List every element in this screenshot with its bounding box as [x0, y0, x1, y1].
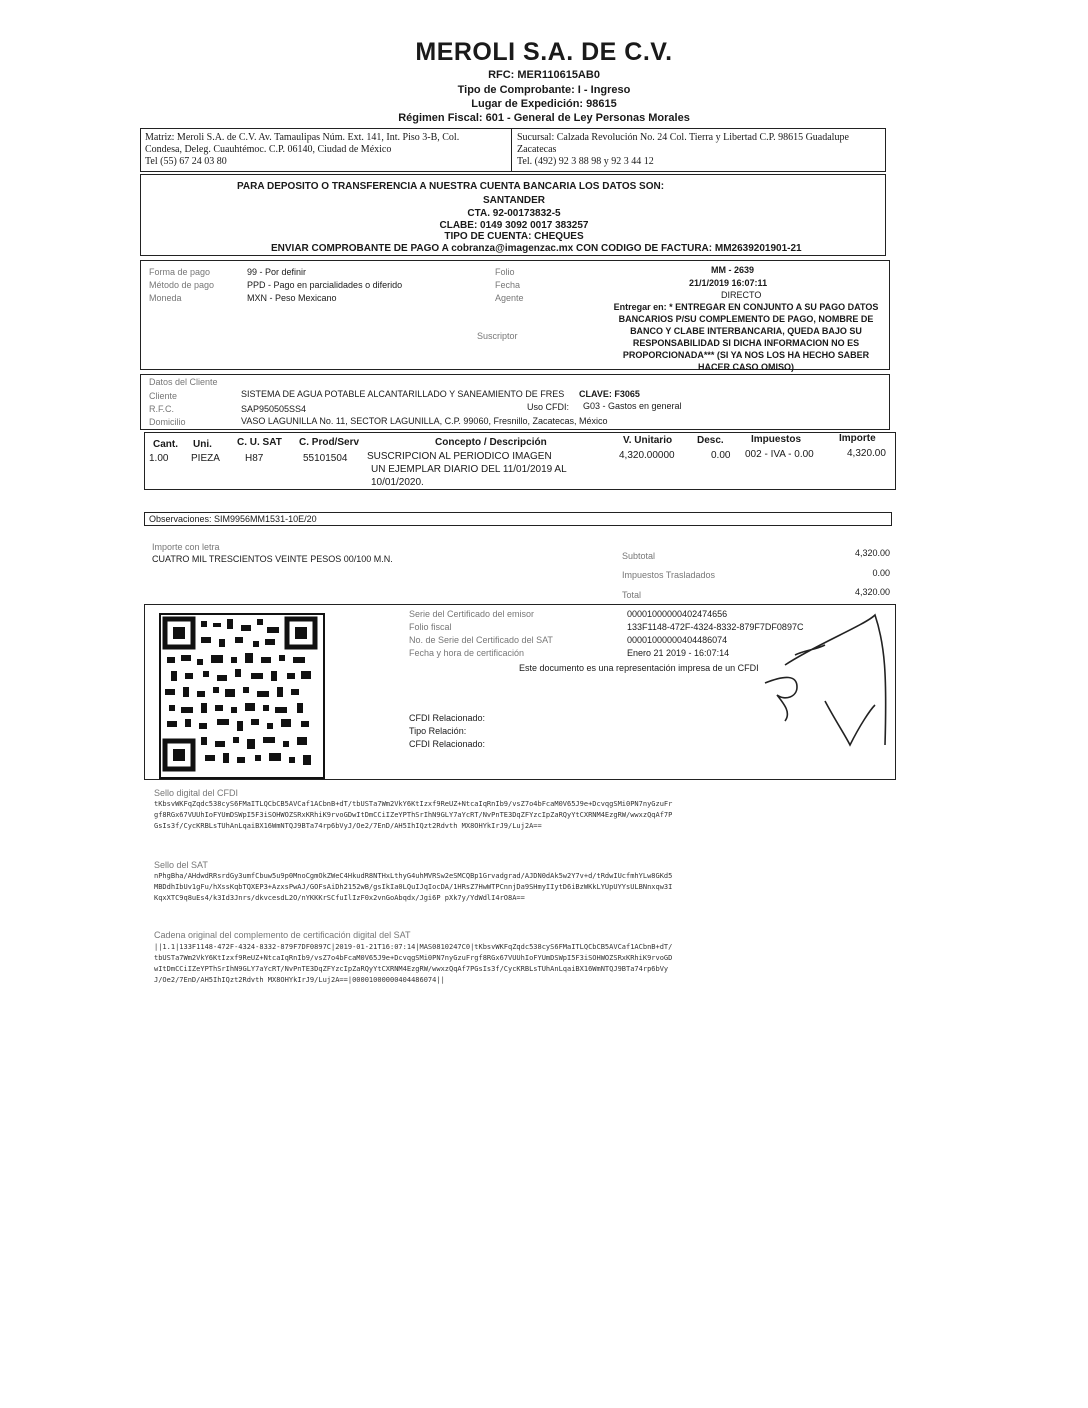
- row-prod-serv: 55101504: [303, 453, 348, 464]
- row-cu-sat: H87: [245, 453, 264, 464]
- agente-value: DIRECTO: [721, 290, 762, 300]
- matriz-address: [141, 129, 512, 171]
- row-desc: 0.00: [711, 450, 731, 461]
- metodo-pago-value: PPD - Pago en parcialidades o diferido: [247, 280, 403, 290]
- serie-sat-value: 00001000000404486074: [627, 635, 728, 645]
- domicilio-value: VASO LAGUNILLA No. 11, SECTOR LAGUNILLA, C.P. 99060, Fresnillo, Zacatecas, México: [241, 416, 608, 426]
- cadena-original-label: Cadena original del complemento de certificación digital del SAT: [154, 930, 411, 940]
- tipo-comprobante: Tipo de Comprobante: I - Ingreso: [457, 84, 631, 96]
- impuestos-trasladados-label: Impuestos Trasladados: [622, 570, 716, 580]
- bank-account: CTA. 92-00173832-5: [467, 208, 561, 219]
- importe-letra-value: CUATRO MIL TRESCIENTOS VEINTE PESOS 00/100 M.N.: [152, 554, 393, 564]
- client-section-label: Datos del Cliente: [149, 377, 218, 387]
- col-header-importe: Importe: [839, 433, 876, 444]
- representacion-impresa: Este documento es una representación impresa de un CFDI: [519, 663, 759, 673]
- sucursal-line-1: Sucursal: Calzada Revolución No. 24 Col. Tierra y Libertad C.P. 98615 Guadalupe: [517, 132, 849, 143]
- col-header-concepto: Concepto / Descripción: [435, 437, 547, 448]
- lugar-expedicion: Lugar de Expedición: 98615: [471, 98, 617, 110]
- entregar-en: [607, 301, 885, 373]
- col-header-unitario: V. Unitario: [623, 435, 673, 446]
- serie-emisor-label: Serie del Certificado del emisor: [409, 609, 535, 619]
- matriz-line-2: Condesa, Deleg. Cuauhtémoc. C.P. 06140, Ciudad de México: [145, 144, 392, 155]
- fecha-cert-value: Enero 21 2019 - 16:07:14: [627, 648, 730, 658]
- sello-cfdi-value: tKbsvWKFqZqdc538cyS6FMaITLQCbCB5AVCaf1ACbnB+dT/tbUSTa7Wm2VkY6KtIzxf9ReUZ+NtcaIqRnIb9/vsZ7o4bFcaM0V65J9e+DcvqgSMi0PN7nyGzuFrgf8RGx67VUUhIoFYUmDSWpI5F3iSOHWOZSRxKRhiK9rvoGDwItDmCCiIZeYPThSrIhN9GLY7aYcRT/NvPnTE3DqZFYzcIpZaRQyYtCXRNM4EzgRW/wwxzQqAf7PGsIs3f/CycKRBLsTUhAnLqaiBX16WmNTQJ9BTa74rp6bVyJ/Oe2/7EnD/AH5IhIQzt2Rdvth MX8OHYkIrJ9/Luj2A==: [154, 800, 673, 830]
- sello-sat-label: Sello del SAT: [154, 860, 208, 870]
- sucursal-address: [513, 129, 885, 168]
- sello-sat-value: nPhgBha/AHdwdRRsrdGy3umfCbuw5u9p0MnoCgmOkZWeC4HkudR8NTHxLthyG4uhMVRSw2eSMCQBp1Grvadgrad/AJDN0dAk5w2Y7v+d/tRdwIUcfmhYLw8GKd5MBDdhIbUv1gFu/hXssKqbTQXEP3+AzxsPwAJ/GOFsAiDh2152wB/gsIkIa0LQuIJqIocDA/1HRsZ7HwWTPCnnjDa9SHmyIIytD6iBzWKkLYUpUYYsULBNnxqw3IKqxXTC9q8uEs4/k3Id3Jnrs/dkvcesdL2O/nYKKKrSCfuIlIzF0x2vnGoAbqdx/Jgi6P pXk7y/YdWdlI4rO8A==: [154, 872, 673, 902]
- row-impuestos: 002 - IVA - 0.00: [745, 449, 814, 460]
- fecha-label: Fecha: [495, 280, 521, 290]
- bank-intro: PARA DEPOSITO O TRANSFERENCIA A NUESTRA CUENTA BANCARIA LOS DATOS SON:: [237, 181, 665, 192]
- moneda-label: Moneda: [149, 293, 182, 303]
- row-uni: PIEZA: [191, 453, 220, 464]
- sucursal-line-3: Tel. (492) 92 3 88 98 y 92 3 44 12: [517, 156, 654, 167]
- bank-clabe: CLABE: 0149 3092 0017 383257: [439, 220, 589, 231]
- items-table: [144, 432, 896, 490]
- observaciones-text: Observaciones: SIM9956MM1531-10E/20: [149, 514, 317, 524]
- col-header-cant: Cant.: [153, 439, 178, 450]
- company-name: MEROLI S.A. DE C.V.: [415, 38, 673, 66]
- total-label: Total: [622, 590, 642, 600]
- bank-name: SANTANDER: [482, 195, 546, 206]
- cliente-label: Cliente: [149, 391, 178, 401]
- tipo-relacion-label: Tipo Relación:: [409, 726, 467, 736]
- folio-value: MM - 2639: [711, 265, 755, 275]
- cliente-value: SISTEMA DE AGUA POTABLE ALCANTARILLADO Y SANEAMIENTO DE FRES: [241, 389, 565, 399]
- uso-cfdi-label: Uso CFDI:: [527, 402, 570, 412]
- certificate-box: [144, 604, 896, 780]
- row-cant: 1.00: [149, 453, 169, 464]
- matriz-line-1: Matriz: Meroli S.A. de C.V. Av. Tamaulipas Núm. Ext. 141, Int. Piso 3-B, Col.: [145, 132, 460, 143]
- col-header-desc: Desc.: [697, 435, 724, 446]
- client-rfc-label: R.F.C.: [149, 404, 175, 414]
- company-rfc: RFC: MER110615AB0: [488, 69, 600, 81]
- serie-sat-label: No. de Serie del Certificado del SAT: [409, 635, 553, 645]
- agente-label: Agente: [495, 293, 524, 303]
- forma-pago-value: 99 - Por definir: [247, 267, 307, 277]
- cliente-clave: CLAVE: F3065: [579, 389, 640, 399]
- impuestos-trasladados-value: 0.00: [872, 568, 890, 578]
- client-rfc-value: SAP950505SS4: [241, 404, 307, 414]
- importe-letra-label: Importe con letra: [152, 542, 220, 552]
- total-value: 4,320.00: [854, 587, 890, 597]
- matriz-line-3: Tel (55) 67 24 03 80: [145, 156, 227, 167]
- fecha-value: 21/1/2019 16:07:11: [689, 278, 768, 288]
- cfdi-relacionado-label: CFDI Relacionado:: [409, 713, 486, 723]
- sucursal-line-2: Zacatecas: [517, 144, 557, 155]
- bank-send-receipt: ENVIAR COMPROBANTE DE PAGO A cobranza@imagenzac.mx CON CODIGO DE FACTURA: MM2639201901-21: [271, 243, 802, 254]
- uso-cfdi-value: G03 - Gastos en general: [583, 401, 682, 411]
- subtotal-label: Subtotal: [622, 551, 656, 561]
- metodo-pago-label: Método de pago: [149, 280, 215, 290]
- address-box: [140, 128, 886, 172]
- col-header-impuestos: Impuestos: [751, 434, 802, 445]
- client-box: [140, 374, 890, 430]
- moneda-value: MXN - Peso Mexicano: [247, 293, 337, 303]
- qr-code-icon: [159, 613, 325, 779]
- serie-emisor-value: 00001000000402474656: [627, 609, 728, 619]
- sello-cfdi-label: Sello digital del CFDI: [154, 788, 239, 798]
- domicilio-label: Domicilio: [149, 417, 186, 427]
- col-header-uni: Uni.: [193, 439, 212, 450]
- bank-info-box: [140, 174, 886, 256]
- col-header-cu-sat: C. U. SAT: [237, 437, 282, 448]
- row-importe: 4,320.00: [847, 448, 886, 459]
- suscriptor-label: Suscriptor: [477, 331, 518, 341]
- cfdi-relacionado-2-label: CFDI Relacionado:: [409, 739, 486, 749]
- bank-account-type: TIPO DE CUENTA: CHEQUES: [444, 231, 584, 242]
- col-header-prod-serv: C. Prod/Serv: [299, 437, 360, 448]
- fecha-cert-label: Fecha y hora de certificación: [409, 648, 525, 658]
- entregar-label: Entregar en:: [613, 302, 667, 312]
- row-concepto-1: SUSCRIPCION AL PERIODICO IMAGEN: [367, 451, 552, 462]
- folio-fiscal-label: Folio fiscal: [409, 622, 452, 632]
- observaciones-box: [144, 512, 892, 526]
- folio-fiscal-value: 133F1148-472F-4324-8332-879F7DF0897C: [627, 622, 804, 632]
- regimen-fiscal: Régimen Fiscal: 601 - General de Ley Personas Morales: [398, 112, 690, 124]
- row-concepto-2: UN EJEMPLAR DIARIO DEL 11/01/2019 AL: [371, 464, 567, 475]
- row-concepto-3: 10/01/2020.: [371, 477, 424, 488]
- signature-icon: [725, 605, 895, 755]
- cadena-original-value: ||1.1|133F1148-472F-4324-8332-879F7DF0897C|2019-01-21T16:07:14|MAS0810247C0|tKbsvWKFqZqdc538cyS6FMaITLQCbCB5AVCaf1ACbnB+dT/tbUSTa7Wm2VkY6KtIzxf9ReUZ+NtcaIqRnIb9/vsZ7o4bFcaM0V65J9e+DcvqgSMi0PN7nyGzuFrgf8RGx67VUUhIoFYUmDSWpI5F3iSOHWOZSRxKRhiK9rvoGDwItDmCCiIZeYPThSrIhN9GLY7aYcRT/NvPnTE3DqZFYzcIpZaRQyYtCXRNM4EzgRW/wwxzQqAf7PGsIs3f/CycKRBLsTUhAnLqaiBX16WmNTQJ9BTa74rp6bVyJ/Oe2/7EnD/AH5IhIQzt2Rdvth MX8OHYkIrJ9/Luj2A==|00001000000404486074||: [154, 943, 673, 984]
- payment-box: [140, 260, 890, 370]
- row-unitario: 4,320.00000: [619, 450, 675, 461]
- forma-pago-label: Forma de pago: [149, 267, 211, 277]
- folio-label: Folio: [495, 267, 515, 277]
- subtotal-value: 4,320.00: [854, 548, 890, 558]
- entregar-text: * ENTREGAR EN CONJUNTO A SU PAGO DATOS BANCARIOS P/SU COMPLEMENTO DE PAGO, NOMBRE DE BANCO Y CLABE INTERBANCARIA, QUEDA BAJO SU RESPONSABILIDAD SI DICHA INFORMACION NO ES PROPORCIONADA*** (SI YA NOS LOS HA HECHO SABER HACER CASO OMISO): [618, 302, 879, 372]
